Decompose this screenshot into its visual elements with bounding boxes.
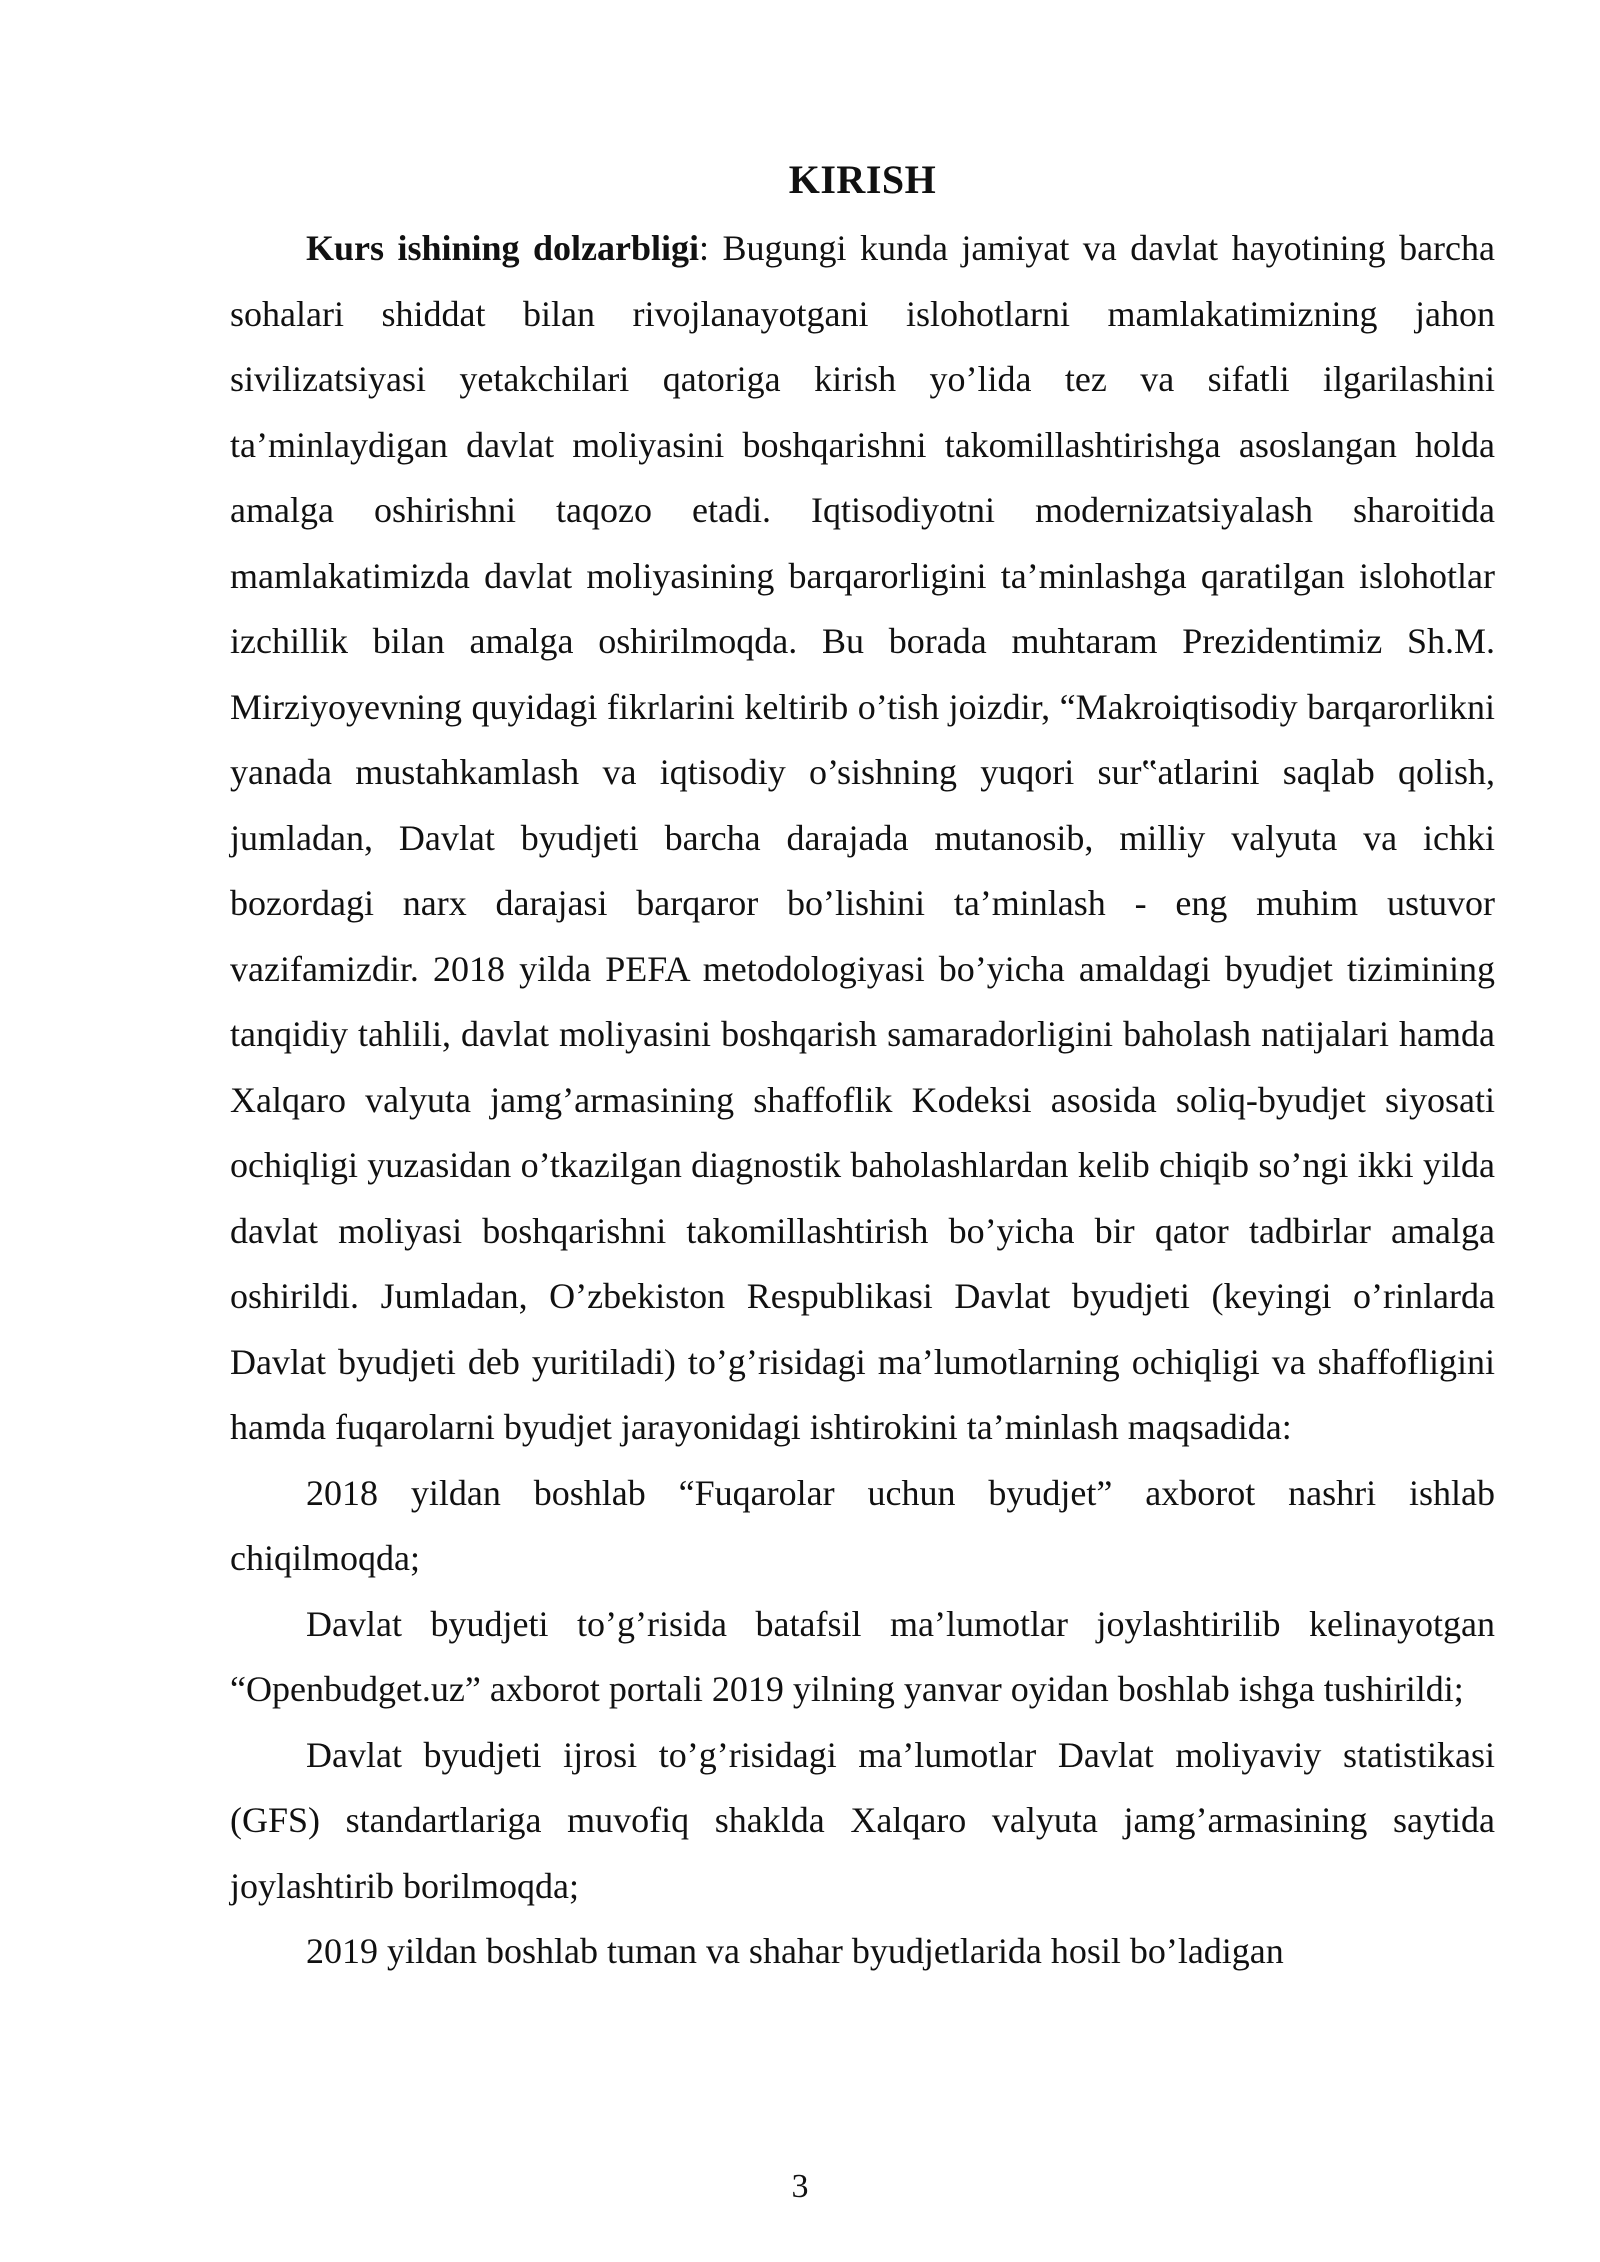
paragraph-gfs-standards: Davlat byudjeti ijrosi to’g’risidagi ma’lumotlar Davlat moliyaviy statistikasi (GFS) standartlariga muvofiq shaklda Xalqaro valyuta jamg’armasining saytida joylashtirib borilmoqda;	[230, 1734, 1495, 1906]
intro-text: Bugungi kunda jamiyat va davlat hayotining barcha sohalari shiddat bilan rivojlanayotgani islohotlarni mamlakatimizning jahon sivilizatsiyasi yetakchilari qatoriga kirish yo’lida tez va sifatli ilgarilashini ta’minlaydigan davlat moliyasini boshqarishni takomillashtirishga asoslangan holda amalga oshirishni taqozo etadi. Iqtisodiyotni modernizatsiyalash sharoitida mamlakatimizda davlat moliyasining barqarorligini ta’minlashga qaratilgan islohotlar izchillik bilan amalga oshirilmoqda. Bu borada muhtaram Prezidentimiz Sh.M. Mirziyoyevning quyidagi fikrlarini keltirib o’tish joizdir, “Makroiqtisodiy barqarorlikni yanada mustahkamlash va iqtisodiy o’sishning yuqori sur‟atlarini saqlab qolish, jumladan, Davlat byudjeti barcha darajada mutanosib, milliy valyuta va ichki bozordagi narx darajasi barqaror bo’lishini ta’minlash - eng muhim ustuvor vazifamizdir. 2018 yilda PEFA metodologiyasi bo’yicha amaldagi byudjet tizimining tanqidiy tahlili, davlat moliyasini boshqarish samaradorligini baholash natijalari hamda Xalqaro valyuta jamg’armasining shaffoflik Kodeksi asosida soliq-byudjet siyosati ochiqligi yuzasidan o’tkazilgan diagnostik baholashlardan kelib chiqib so’ngi ikki yilda davlat moliyasi boshqarishni takomillashtirish bo’yicha bir qator tadbirlar amalga oshirildi. Jumladan, O’zbekiston Respublikasi Davlat byudjeti (keyingi o’rinlarda Davlat byudjeti deb yuritiladi) to’g’risidagi ma’lumotlarning ochiqligi va shaffofligini hamda fuqarolarni byudjet jarayonidagi ishtirokini ta’minlash maqsadida:	[230, 228, 1495, 1447]
intro-paragraph	[230, 216, 1495, 1461]
paragraph-district-budgets: 2019 yildan boshlab tuman va shahar byudjetlarida hosil bo’ladigan	[306, 1931, 1284, 1971]
page-title: KIRISH	[788, 157, 937, 202]
paragraph-openbudget: Davlat byudjeti to’g’risida batafsil ma’lumotlar joylashtirilib kelinayotgan “Openbudget.uz” axborot portali 2019 yilning yanvar oyidan boshlab ishga tushirildi;	[230, 1603, 1495, 1709]
intro-separator: :	[699, 228, 710, 268]
page-number: 3	[791, 2168, 809, 2205]
paragraph-fuqarolar-byudjet: 2018 yildan boshlab “Fuqarolar uchun byudjet” axborot nashri ishlab chiqilmoqda;	[230, 1472, 1495, 1578]
page-content	[230, 150, 1495, 1985]
intro-lead: Kurs ishining dolzarbligi	[306, 228, 700, 268]
